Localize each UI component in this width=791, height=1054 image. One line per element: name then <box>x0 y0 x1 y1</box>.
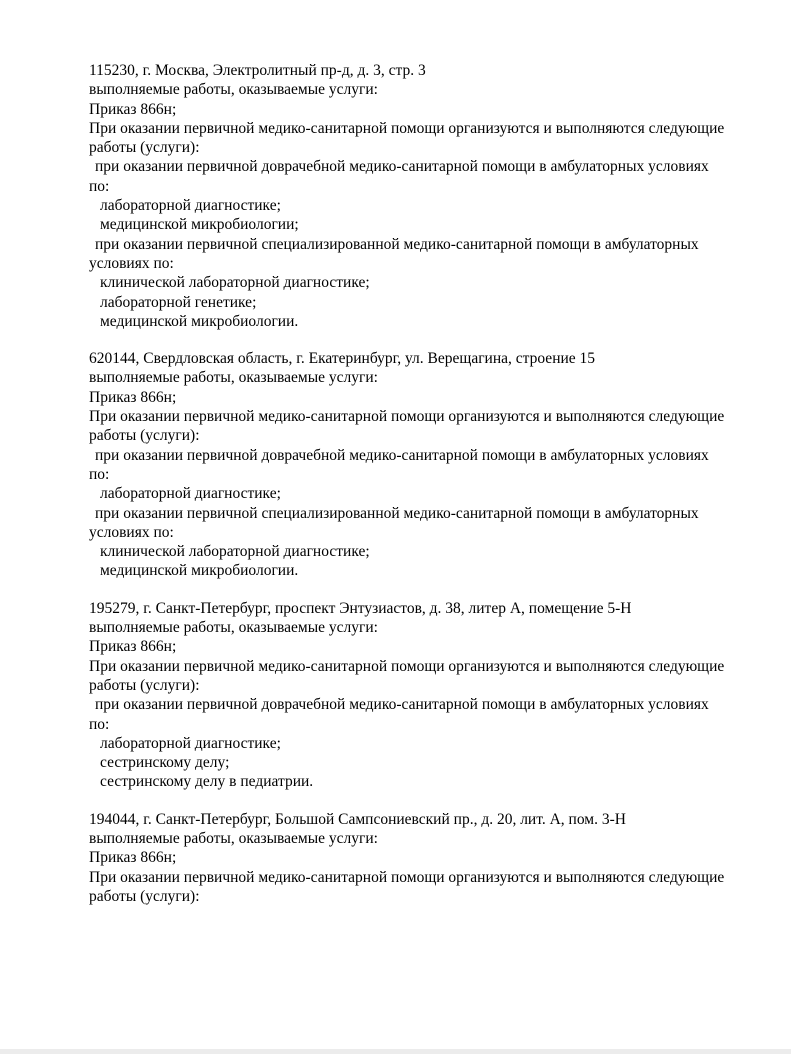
document-line: по: <box>89 177 110 195</box>
document-line: выполняемые работы, оказываемые услуги: <box>89 829 378 847</box>
section-address: 194044, г. Санкт-Петербург, Большой Сампсониевский пр., д. 20, лит. А, пом. 3-Н <box>89 810 626 828</box>
document-line: медицинской микробиологии; <box>100 216 299 234</box>
license-works-document <box>89 61 749 906</box>
document-line: работы (услуги): <box>89 676 200 694</box>
address-section-spb-entuziastov <box>89 599 749 792</box>
document-line: При оказании первичной медико-санитарной помощи организуются и выполняются следующие <box>89 119 725 137</box>
document-line: лабораторной диагностике; <box>100 734 281 752</box>
document-line: медицинской микробиологии. <box>100 562 299 580</box>
document-line: условиях по: <box>89 254 174 272</box>
document-line: по: <box>89 465 110 483</box>
document-line: При оказании первичной медико-санитарной помощи организуются и выполняются следующие <box>89 657 725 675</box>
section-address: 620144, Свердловская область, г. Екатеринбург, ул. Верещагина, строение 15 <box>89 350 596 368</box>
address-section-moscow <box>89 61 749 331</box>
address-section-yekaterinburg <box>89 349 749 581</box>
address-section-spb-sampsonievsky <box>89 810 749 906</box>
document-line: выполняемые работы, оказываемые услуги: <box>89 369 378 387</box>
document-line: выполняемые работы, оказываемые услуги: <box>89 619 378 637</box>
document-line: лабораторной диагностике; <box>100 197 281 215</box>
document-line: условиях по: <box>89 523 174 541</box>
document-line: сестринскому делу в педиатрии. <box>100 773 314 791</box>
section-address: 115230, г. Москва, Электролитный пр-д, д. 3, стр. 3 <box>89 62 426 79</box>
document-line: При оказании первичной медико-санитарной помощи организуются и выполняются следующие <box>89 408 725 426</box>
document-line: клинической лабораторной диагностике; <box>100 274 370 292</box>
document-line: при оказании первичной доврачебной медико-санитарной помощи в амбулаторных условиях <box>95 446 709 464</box>
document-line: по: <box>89 715 110 733</box>
document-line: при оказании первичной доврачебной медико-санитарной помощи в амбулаторных условиях <box>95 696 709 714</box>
document-line: Приказ 866н; <box>89 849 177 867</box>
page-bottom-edge <box>0 1049 791 1054</box>
document-line: работы (услуги): <box>89 139 200 157</box>
document-line: Приказ 866н; <box>89 388 177 406</box>
document-line: работы (услуги): <box>89 427 200 445</box>
document-line: выполняемые работы, оказываемые услуги: <box>89 81 378 99</box>
document-line: лабораторной генетике; <box>100 293 257 311</box>
document-line: При оказании первичной медико-санитарной помощи организуются и выполняются следующие <box>89 868 725 886</box>
document-line: при оказании первичной специализированной медико-санитарной помощи в амбулаторных <box>95 235 699 253</box>
document-line: работы (услуги): <box>89 887 200 905</box>
document-line: сестринскому делу; <box>100 754 230 772</box>
section-address: 195279, г. Санкт-Петербург, проспект Энтузиастов, д. 38, литер А, помещение 5-Н <box>89 599 632 617</box>
document-line: при оказании первичной специализированной медико-санитарной помощи в амбулаторных <box>95 504 699 522</box>
document-line: медицинской микробиологии. <box>100 312 299 330</box>
document-line: Приказ 866н; <box>89 100 177 118</box>
document-line: Приказ 866н; <box>89 638 177 656</box>
document-line: лабораторной диагностике; <box>100 485 281 503</box>
document-line: клинической лабораторной диагностике; <box>100 543 370 561</box>
document-line: при оказании первичной доврачебной медико-санитарной помощи в амбулаторных условиях <box>95 158 709 176</box>
